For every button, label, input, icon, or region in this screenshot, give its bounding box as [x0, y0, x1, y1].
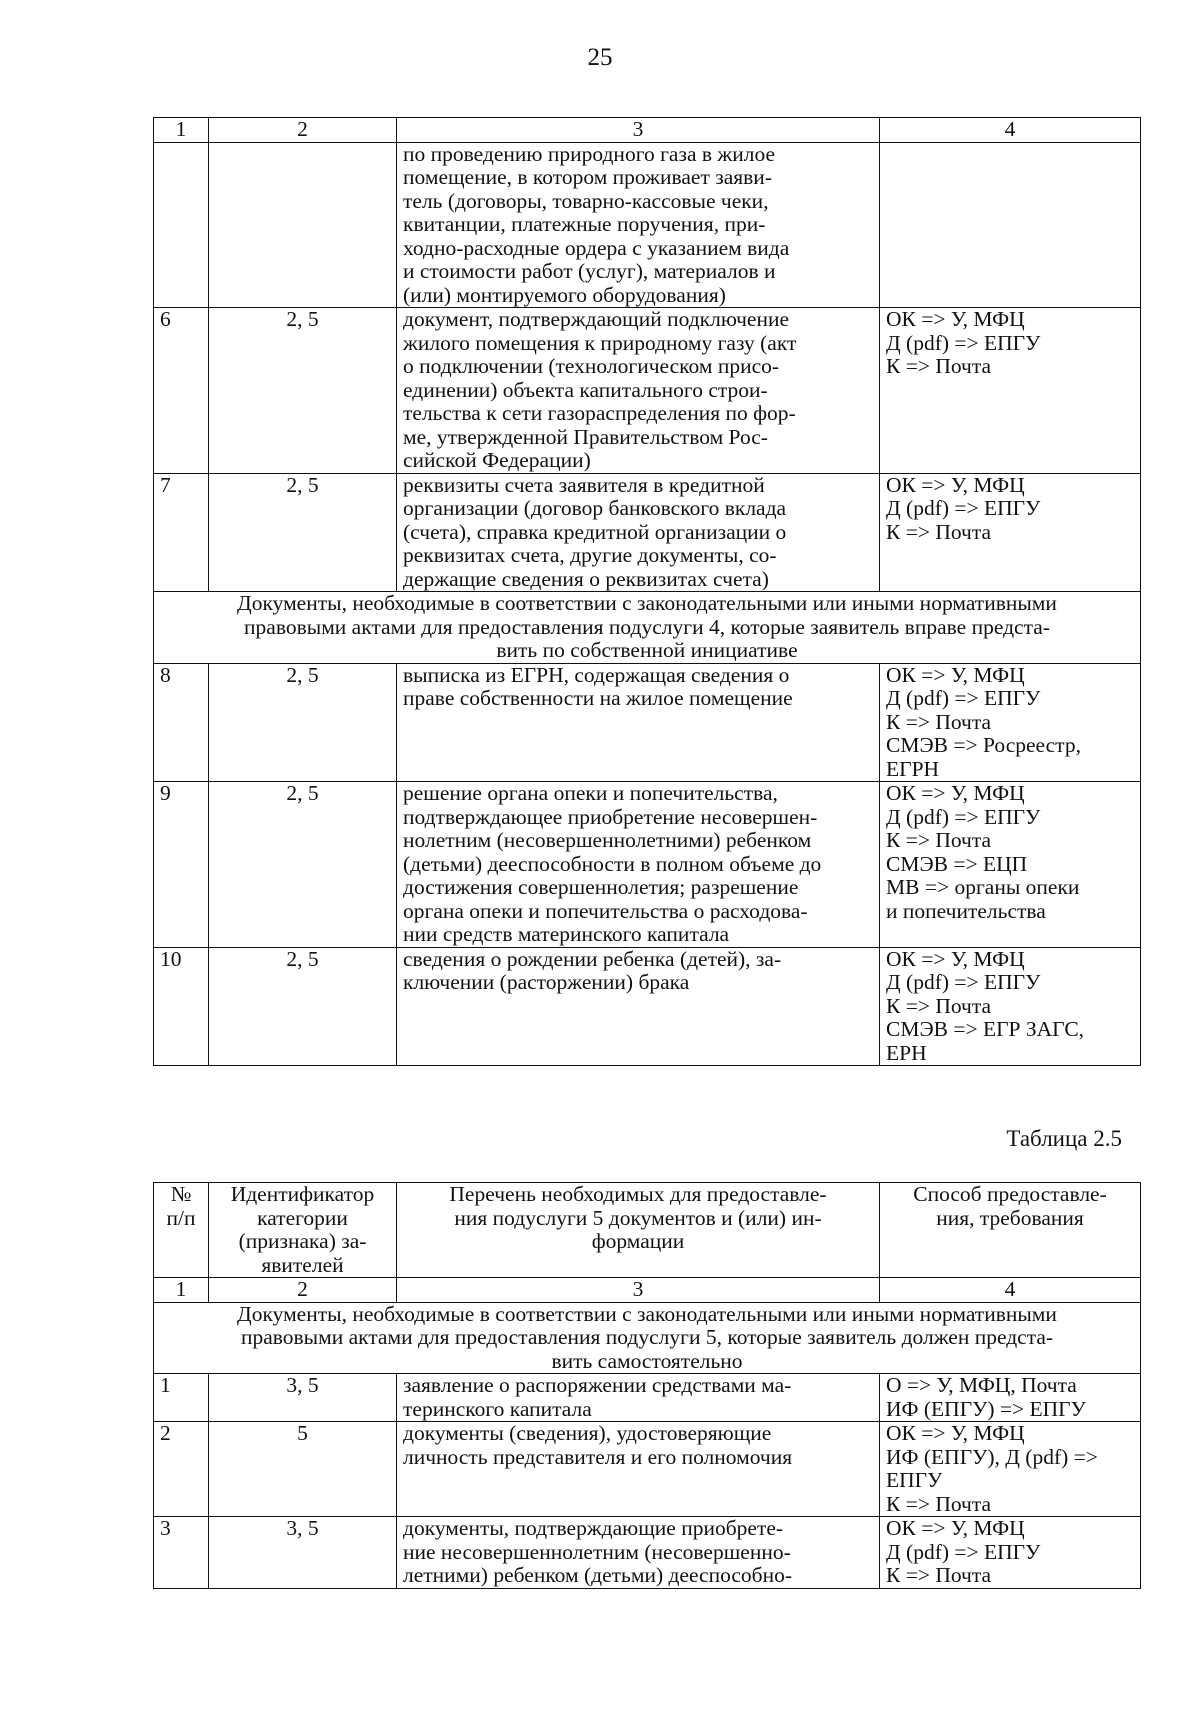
text-line: явителей: [261, 1252, 344, 1277]
text-line: летними) ребенком (детьми) дееспособно-: [403, 1563, 793, 1587]
table-row: [154, 1422, 1141, 1517]
text-line: подтверждающее приобретение несовершен-: [403, 804, 818, 829]
category-id: [209, 142, 397, 308]
text-line: праве собственности на жилое помещение: [403, 686, 793, 710]
text-line: достижения совершеннолетия; разрешение: [403, 875, 799, 899]
text-line: Документы, необходимые в соответствии с законодательными или иными нормативными: [237, 591, 1057, 615]
col-number-4: 4: [880, 1278, 1141, 1303]
page-number: 25: [587, 44, 613, 71]
category-id: 2, 5: [209, 947, 397, 1066]
table-title: Таблица 2.5: [1006, 1126, 1122, 1151]
category-id: 3, 5: [209, 1374, 397, 1422]
category-id: 2, 5: [209, 473, 397, 592]
text-line: правовыми актами для предоставления подуслуги 4, которые заявитель вправе предста-: [244, 614, 1050, 639]
text-line: Способ предоставле-: [913, 1182, 1107, 1206]
text-line: помещение, в котором проживает заяви-: [403, 165, 772, 189]
row-number: 9: [154, 782, 209, 948]
category-id: 3, 5: [209, 1517, 397, 1589]
text-line: Д (pdf) => ЕПГУ: [886, 804, 1041, 829]
text-line: ИФ (ЕПГУ) => ЕПГУ: [886, 1396, 1086, 1421]
section-heading: [154, 1302, 1141, 1374]
text-line: ЕПГУ: [886, 1468, 943, 1492]
text-line: документы (сведения), удостоверяющие: [403, 1421, 772, 1445]
text-line: Д (pdf) => ЕПГУ: [886, 970, 1041, 994]
section-heading: [154, 592, 1141, 664]
text-line: О => У, МФЦ, Почта: [886, 1373, 1077, 1397]
submission-method: [880, 663, 1141, 782]
text-line: ОК => У, МФЦ: [886, 781, 1025, 805]
submission-method: [880, 1374, 1141, 1422]
text-line: тельства к сети газораспределения по фор-: [403, 401, 796, 425]
document-list: [397, 1422, 880, 1517]
column-number-row: [154, 1278, 1141, 1303]
table-continuation: [153, 117, 1141, 1066]
text-line: Д (pdf) => ЕПГУ: [886, 496, 1041, 520]
text-line: Д (pdf) => ЕПГУ: [886, 686, 1041, 710]
row-number: 3: [154, 1517, 209, 1589]
document-list: [397, 473, 880, 592]
text-line: заявление о распоряжении средствами ма-: [403, 1373, 792, 1397]
header-row: [154, 1183, 1141, 1278]
text-line: СМЭВ => Росреестр,: [886, 733, 1081, 757]
document-list: [397, 142, 880, 308]
text-line: правовыми актами для предоставления подуслуги 5, которые заявитель должен предста-: [240, 1325, 1054, 1349]
col-number-1: 1: [154, 1278, 209, 1303]
table-row: [154, 663, 1141, 782]
text-line: К => Почта: [886, 993, 992, 1018]
text-line: вить по собственной инициативе: [496, 638, 798, 662]
text-line: (признака) за-: [238, 1229, 367, 1253]
text-line: квитанции, платежные поручения, при-: [403, 212, 766, 236]
text-line: К => Почта: [886, 1563, 992, 1587]
text-line: ходно-расходные ордера с указанием вида: [403, 235, 790, 260]
row-number: [154, 142, 209, 308]
text-line: ОК => У, МФЦ: [886, 1421, 1025, 1445]
text-line: тель (договоры, товарно-кассовые чеки,: [403, 188, 769, 213]
category-id: 5: [209, 1422, 397, 1517]
text-line: ние несовершеннолетним (несовершенно-: [403, 1539, 791, 1564]
text-line: категории: [257, 1205, 348, 1230]
category-id: 2, 5: [209, 663, 397, 782]
text-line: теринского капитала: [403, 1396, 592, 1421]
header-number: [154, 1183, 209, 1278]
text-line: К => Почта: [886, 709, 992, 734]
table-row: [154, 947, 1141, 1066]
col-number-3: 3: [397, 1278, 880, 1303]
text-line: Д (pdf) => ЕПГУ: [886, 1539, 1041, 1564]
text-line: (или) монтируемого оборудования): [403, 282, 726, 307]
document-list: [397, 782, 880, 948]
text-line: документ, подтверждающий подключение: [403, 307, 790, 331]
text-line: Идентификатор: [230, 1182, 375, 1206]
text-line: о подключении (технологическом присо-: [403, 354, 780, 378]
text-line: формации: [591, 1229, 685, 1253]
text-line: по проведению природного газа в жилое: [403, 141, 776, 166]
text-line: организации (договор банковского вклада: [403, 496, 787, 520]
text-line: (счета), справка кредитной организации о: [403, 519, 787, 544]
row-number: 1: [154, 1374, 209, 1422]
row-number: 10: [154, 947, 209, 1066]
submission-method: [880, 782, 1141, 948]
table-row: [154, 1517, 1141, 1589]
text-line: сийской Федерации): [403, 448, 591, 472]
submission-method: [880, 1517, 1141, 1589]
document-list: [397, 308, 880, 474]
category-id: 2, 5: [209, 308, 397, 474]
col-number-1: 1: [154, 118, 209, 143]
text-line: ме, утвержденной Правительством Рос-: [403, 424, 768, 449]
text-line: СМЭВ => ЕГР ЗАГС,: [886, 1017, 1085, 1041]
submission-method: [880, 308, 1141, 474]
text-line: ния, требования: [936, 1205, 1084, 1230]
table-row: [154, 473, 1141, 592]
text-line: ЕРН: [886, 1040, 927, 1065]
table-row: [154, 1374, 1141, 1422]
row-number: 8: [154, 663, 209, 782]
col-number-4: 4: [880, 118, 1141, 143]
row-number: 2: [154, 1422, 209, 1517]
row-number: 7: [154, 473, 209, 592]
text-line: органа опеки и попечительства о расходова-: [403, 898, 808, 923]
text-line: держащие сведения о реквизитах счета): [403, 566, 769, 591]
text-line: ИФ (ЕПГУ), Д (pdf) =>: [886, 1444, 1098, 1469]
text-line: реквизитах счета, другие документы, со-: [403, 543, 777, 567]
col-number-2: 2: [209, 118, 397, 143]
row-number: 6: [154, 308, 209, 474]
text-line: ключении (расторжении) брака: [403, 970, 690, 994]
text-line: К => Почта: [886, 1491, 992, 1516]
section-row: [154, 592, 1141, 664]
table-row: [154, 782, 1141, 948]
text-line: п/п: [166, 1205, 196, 1230]
text-line: (детьми) дееспособности в полном объеме до: [403, 851, 822, 876]
table-2-5: [153, 1182, 1141, 1589]
text-line: МВ => органы опеки: [886, 875, 1080, 899]
text-line: жилого помещения к природному газу (акт: [403, 330, 797, 355]
text-line: выписка из ЕГРН, содержащая сведения о: [403, 662, 790, 687]
text-line: ОК => У, МФЦ: [886, 307, 1025, 331]
document-list: [397, 1517, 880, 1589]
text-line: ния подуслуги 5 документов и (или) ин-: [454, 1205, 822, 1230]
document-list: [397, 1374, 880, 1422]
table-row: [154, 308, 1141, 474]
submission-method: [880, 947, 1141, 1066]
header-method: [880, 1183, 1141, 1278]
text-line: и стоимости работ (услуг), материалов и: [403, 259, 776, 283]
text-line: и попечительства: [886, 898, 1046, 923]
text-line: К => Почта: [886, 354, 992, 378]
text-line: сведения о рождении ребенка (детей), за-: [403, 946, 782, 971]
text-line: вить самостоятельно: [551, 1348, 743, 1373]
text-line: Перечень необходимых для предоставле-: [449, 1182, 827, 1206]
text-line: единении) объекта капитального строи-: [403, 377, 768, 402]
text-line: К => Почта: [886, 828, 992, 852]
text-line: документы, подтверждающие приобрете-: [403, 1516, 784, 1540]
column-number-row: [154, 118, 1141, 143]
header-documents: [397, 1183, 880, 1278]
section-row: [154, 1302, 1141, 1374]
text-line: К => Почта: [886, 519, 992, 544]
text-line: ОК => У, МФЦ: [886, 946, 1025, 971]
text-line: Д (pdf) => ЕПГУ: [886, 330, 1041, 355]
document-list: [397, 663, 880, 782]
document-list: [397, 947, 880, 1066]
table-row: [154, 142, 1141, 308]
text-line: решение органа опеки и попечительства,: [403, 781, 778, 805]
category-id: 2, 5: [209, 782, 397, 948]
text-line: нолетним (несовершеннолетними) ребенком: [403, 828, 812, 852]
text-line: ЕГРН: [886, 756, 940, 781]
text-line: личность представителя и его полномочия: [403, 1444, 793, 1469]
submission-method: [880, 1422, 1141, 1517]
text-line: СМЭВ => ЕЦП: [886, 851, 1028, 876]
text-line: реквизиты счета заявителя в кредитной: [403, 472, 765, 497]
col-number-2: 2: [209, 1278, 397, 1303]
header-category: [209, 1183, 397, 1278]
text-line: Документы, необходимые в соответствии с законодательными или иными нормативными: [237, 1301, 1057, 1326]
text-line: нии средств материнского капитала: [403, 922, 730, 946]
text-line: №: [170, 1182, 192, 1206]
col-number-3: 3: [397, 118, 880, 143]
text-line: ОК => У, МФЦ: [886, 662, 1025, 687]
submission-method: [880, 142, 1141, 308]
text-line: ОК => У, МФЦ: [886, 1516, 1025, 1540]
submission-method: [880, 473, 1141, 592]
text-line: ОК => У, МФЦ: [886, 472, 1025, 497]
